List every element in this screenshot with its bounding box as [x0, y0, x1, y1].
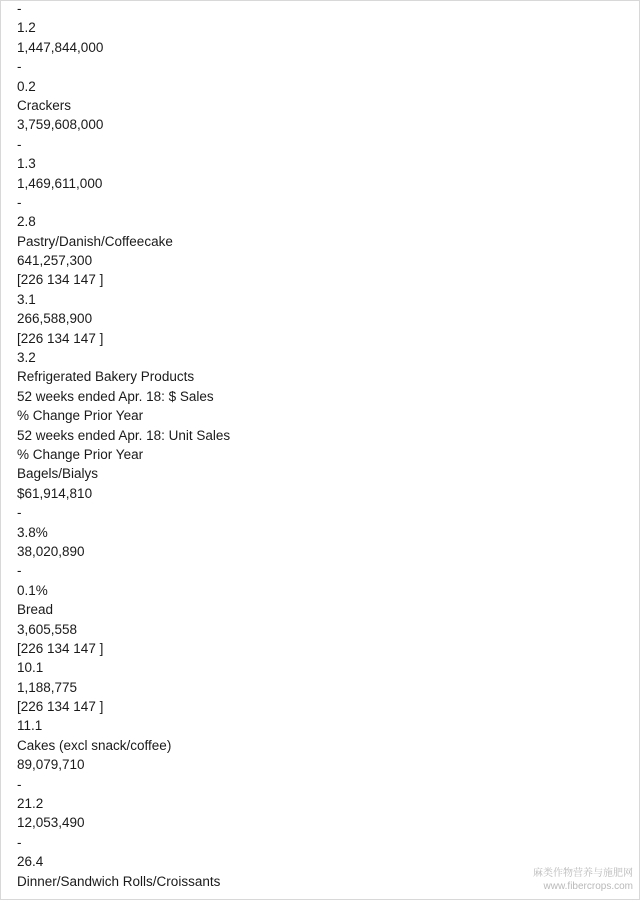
text-line: [226 134 147 ] — [17, 640, 104, 656]
text-line: 1.2 — [17, 20, 36, 36]
text-line: 52 weeks ended Apr. 18: Unit Sales — [17, 427, 231, 443]
text-line: - — [17, 563, 22, 579]
text-line: - — [17, 59, 22, 75]
text-line: - — [17, 505, 22, 521]
text-line: 21.2 — [17, 796, 44, 812]
text-line: Refrigerated Bakery Products — [17, 369, 195, 385]
text-line: Dinner/Sandwich Rolls/Croissants — [17, 873, 221, 889]
text-line: - — [17, 834, 22, 850]
text-line: % Change Prior Year — [17, 446, 144, 462]
text-line: 641,257,300 — [17, 253, 93, 269]
text-line: [226 134 147 ] — [17, 272, 104, 288]
text-line: 3.8% — [17, 524, 48, 540]
text-line: 2.8 — [17, 214, 36, 230]
text-line: [226 134 147 ] — [17, 699, 104, 715]
text-line: 1.3 — [17, 156, 36, 172]
watermark-url-text: www.fibercrops.com — [543, 881, 633, 892]
text-line: $61,914,810 — [17, 485, 93, 501]
text-line: 10.1 — [17, 660, 44, 676]
text-line: % Change Prior Year — [17, 408, 144, 424]
text-line: 0.1% — [17, 582, 48, 598]
text-line: 11.1 — [17, 718, 43, 734]
text-line: 3.2 — [17, 350, 36, 366]
text-line: 1,188,775 — [17, 679, 78, 695]
text-line: Cakes (excl snack/coffee) — [17, 737, 172, 753]
text-line: 1,447,844,000 — [17, 39, 104, 55]
text-line: - — [17, 1, 22, 16]
text-line: - — [17, 776, 22, 792]
text-line: 89,079,710 — [17, 757, 85, 773]
text-line: Pastry/Danish/Coffeecake — [17, 233, 173, 249]
text-line: 266,588,900 — [17, 311, 93, 327]
text-line: 3,605,558 — [17, 621, 78, 637]
text-line: Crackers — [17, 97, 72, 113]
text-line: Bread — [17, 602, 54, 618]
text-line: 26.4 — [17, 854, 44, 870]
text-line: Bagels/Bialys — [17, 466, 99, 482]
text-line: 3,759,608,000 — [17, 117, 104, 133]
text-line: 1,469,611,000 — [17, 175, 103, 191]
text-line: [226 134 147 ] — [17, 330, 104, 346]
text-line: 0.2 — [17, 78, 36, 94]
text-line: 38,020,890 — [17, 543, 85, 559]
text-line: 12,053,490 — [17, 815, 85, 831]
site-watermark — [533, 867, 633, 893]
text-line: 3.1 — [17, 291, 36, 307]
text-line: - — [17, 194, 22, 210]
watermark-chinese-text: 麻类作物营养与施肥网 — [533, 868, 633, 879]
text-line-list — [17, 0, 230, 891]
text-line: 52 weeks ended Apr. 18: $ Sales — [17, 388, 214, 404]
text-line: - — [17, 136, 22, 152]
